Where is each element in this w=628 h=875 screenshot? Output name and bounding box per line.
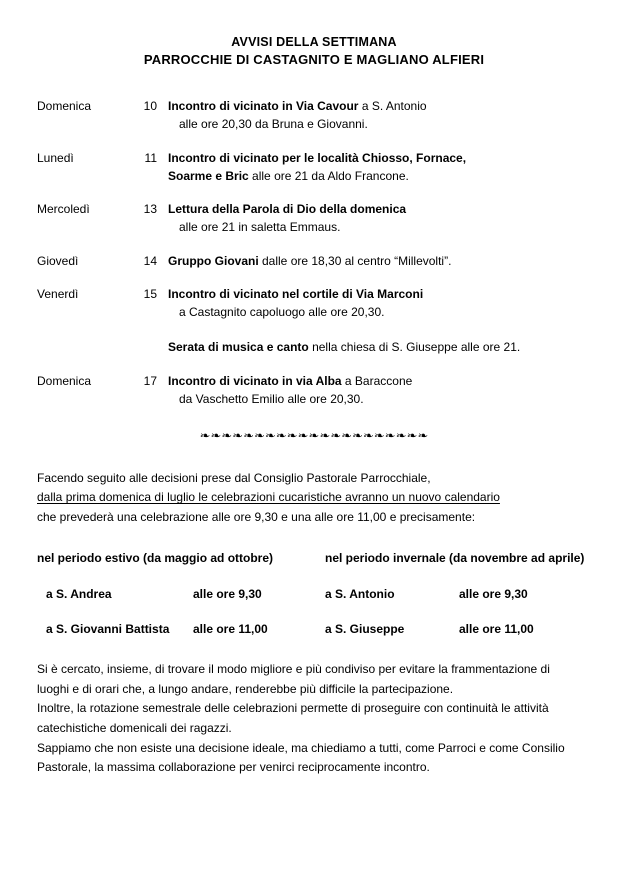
schedule-description-line2: alle ore 20,30 da Bruna e Giovanni.	[179, 117, 368, 132]
schedule-description	[157, 149, 608, 185]
season-table-row	[37, 587, 608, 601]
season-header-winter: nel periodo invernale (da novembre ad aprile)	[325, 551, 585, 566]
schedule-description-line2: da Vaschetto Emilio alle ore 20,30.	[179, 391, 364, 406]
schedule-description-regular: a Baraccone	[341, 373, 413, 388]
intro-line-2-underlined: dalla prima domenica di luglio le celebrazioni cucaristiche avranno un nuovo calendario	[37, 490, 500, 505]
season-schedule-table	[0, 551, 628, 636]
schedule-day-number: 13	[143, 202, 157, 217]
schedule-day-number: 11	[144, 150, 157, 165]
header-title-line-1: AVVISI DELLA SETTIMANA	[231, 35, 397, 49]
schedule-day-name: Giovedì	[37, 253, 79, 268]
schedule-row	[37, 372, 608, 408]
schedule-day-number: 17	[143, 373, 157, 388]
schedule-description-regular: dalle ore 18,30 al centro “Millevolti”.	[258, 253, 452, 268]
schedule-description-bold: Incontro di vicinato per le località Chiosso, Fornace,	[168, 150, 467, 165]
schedule-day-name: Mercoledì	[37, 202, 90, 217]
header-title-line-2: PARROCCHIE DI CASTAGNITO E MAGLIANO ALFIERI	[143, 52, 485, 68]
schedule-description-bold: Incontro di vicinato in Via Cavour	[168, 99, 359, 114]
intro-line-1: Facendo seguito alle decisioni prese dal Consiglio Pastorale Parrocchiale,	[37, 471, 431, 485]
closing-paragraph	[0, 660, 628, 777]
schedule-day-name: Domenica	[37, 99, 92, 114]
season-summer-place: a S. Giovanni Battista	[46, 622, 170, 637]
schedule-description-regular: a S. Antonio	[358, 99, 427, 114]
schedule-description	[157, 252, 608, 270]
decorative-flourish-divider	[0, 430, 628, 443]
schedule-description-bold: Incontro di vicinato in via Alba	[168, 373, 342, 388]
intro-line-3: che prevederà una celebrazione alle ore 9,30 e una alle ore 11,00 e precisamente:	[37, 509, 476, 524]
season-summer-place: a S. Andrea	[46, 587, 112, 602]
season-summer-time: alle ore 9,30	[193, 587, 262, 602]
schedule-extra-event	[168, 338, 608, 356]
season-winter-place: a S. Giuseppe	[325, 622, 405, 637]
closing-line-2: luoghi e di orari che, a lungo andare, renderebbe più difficile la partecipazione.	[37, 681, 454, 696]
schedule-row	[37, 200, 608, 236]
schedule-day-number: 15	[143, 286, 157, 301]
closing-line-3: Inoltre, la rotazione semestrale delle celebrazioni permette di proseguire con continuità le attività	[37, 701, 549, 716]
closing-line-4: catechistiche domenicali dei ragazzi.	[37, 720, 232, 735]
schedule-day-name: Lunedì	[37, 150, 74, 165]
schedule-row	[37, 252, 608, 270]
flourish-icon: ❧❧❧❧❧❧❧❧❧❧❧❧❧❧❧❧❧❧❧❧❧	[199, 430, 429, 443]
schedule-description-line2: a Castagnito capoluogo alle ore 20,30.	[179, 305, 385, 320]
schedule-description-line2-regular: alle ore 21 da Aldo Francone.	[248, 168, 409, 183]
schedule-row	[37, 97, 608, 133]
schedule-description	[157, 200, 608, 236]
schedule-row	[37, 285, 608, 357]
schedule-description-line2: alle ore 21 in saletta Emmaus.	[179, 220, 341, 235]
schedule-description	[157, 97, 608, 133]
season-winter-time: alle ore 9,30	[459, 587, 528, 602]
schedule-day-name: Venerdì	[37, 286, 79, 301]
closing-line-5: Sappiamo che non esiste una decisione ideale, ma chiediamo a tutti, come Parroci e come Consilio	[37, 740, 565, 755]
schedule-description-line2-bold: Soarme e Bric	[168, 168, 249, 183]
season-table-header-row	[37, 551, 608, 565]
schedule-row	[37, 149, 608, 185]
schedule-extra-event-bold: Serata di musica e canto	[168, 340, 309, 355]
season-winter-time: alle ore 11,00	[459, 622, 534, 637]
closing-line-6: Pastorale, la massima collaborazione per venirci reciprocamente incontro.	[37, 760, 430, 775]
schedule-day-name: Domenica	[37, 373, 92, 388]
schedule-description	[157, 372, 608, 408]
schedule-description-bold: Incontro di vicinato nel cortile di Via Marconi	[168, 286, 424, 301]
intro-paragraph	[0, 469, 628, 527]
season-table-row	[37, 622, 608, 636]
schedule-description-bold: Gruppo Giovani	[168, 253, 259, 268]
document-header	[0, 0, 628, 69]
schedule-description-bold: Lettura della Parola di Dio della domenica	[168, 202, 407, 217]
schedule-extra-event-regular: nella chiesa di S. Giuseppe alle ore 21.	[308, 340, 521, 355]
season-summer-time: alle ore 11,00	[193, 622, 268, 637]
weekly-schedule-list	[0, 97, 628, 408]
schedule-description	[157, 285, 608, 357]
season-header-summer: nel periodo estivo (da maggio ad ottobre)	[37, 551, 274, 566]
schedule-day-number: 10	[143, 99, 157, 114]
season-winter-place: a S. Antonio	[325, 587, 395, 602]
schedule-day-number: 14	[143, 253, 157, 268]
closing-line-1: Si è cercato, insieme, di trovare il modo migliore e più condiviso per evitare la frammentazione di	[37, 662, 550, 677]
